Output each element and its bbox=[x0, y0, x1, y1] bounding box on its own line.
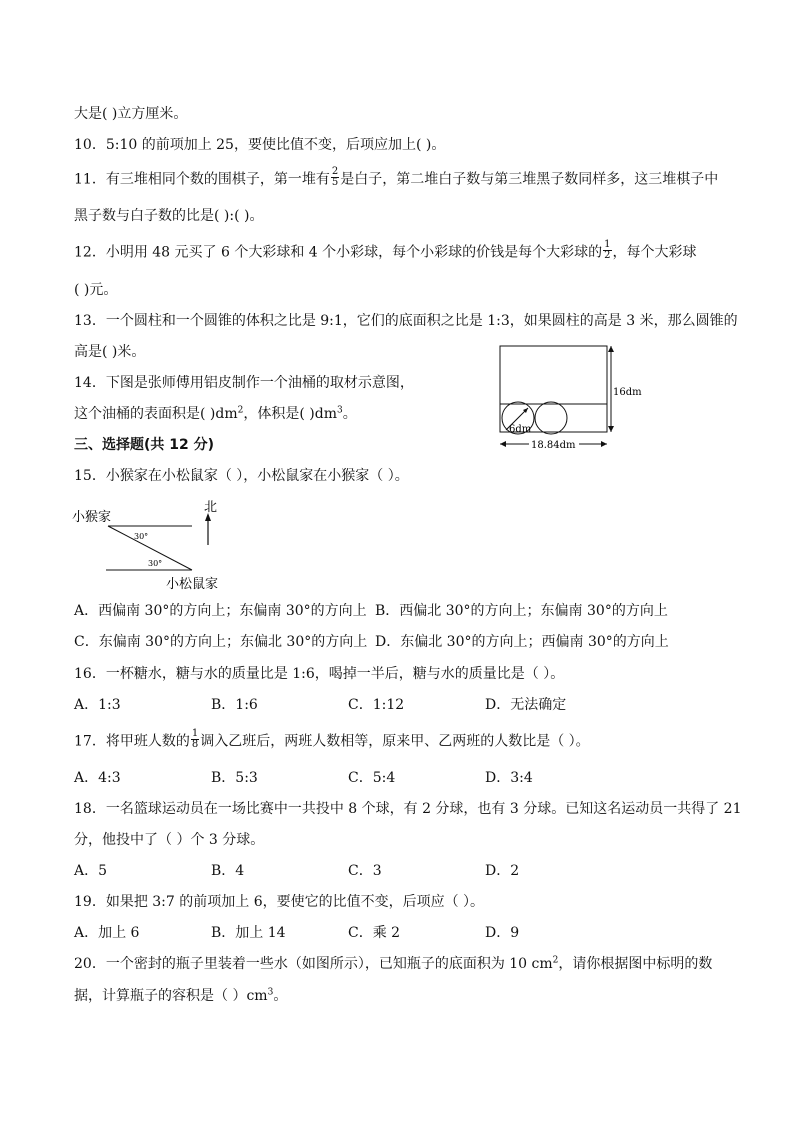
q15-option-d[interactable]: D．东偏北 30°的方向上；西偏南 30°的方向上 bbox=[375, 634, 669, 650]
question-10: 10．5:10 的前项加上 25，要使比值不变，后项应加上( )。 bbox=[74, 137, 446, 153]
question-12-line1: 12．小明用 48 元买了 6 个大彩球和 4 个小彩球，每个小彩球的价钱是每个大彩球的 $\frac{1}{2}$ ，每个大彩球 bbox=[74, 239, 697, 261]
question-19: 19．如果把 3:7 的前项加上 6，要使它的比值不变，后项应（ ）。 bbox=[74, 894, 485, 910]
q17-option-b[interactable]: B．5:3 bbox=[211, 770, 258, 786]
angle-label-top: 30° bbox=[134, 532, 149, 541]
fraction-2-5: $\frac{2}{5}$ bbox=[331, 166, 339, 188]
q16-option-c[interactable]: C．1:12 bbox=[348, 697, 405, 713]
q16-option-d[interactable]: D．无法确定 bbox=[485, 697, 567, 713]
question-14-line2: 这个油桶的表面积是( )$dm^2$，体积是( )$dm^3$。 bbox=[74, 405, 357, 422]
direction-figure bbox=[70, 497, 230, 595]
q19-option-c[interactable]: C．乘 2 bbox=[348, 925, 401, 941]
angle-label-bottom: 30° bbox=[148, 559, 163, 568]
question-15: 15．小猴家在小松鼠家（ ），小松鼠家在小猴家（ ）。 bbox=[74, 468, 409, 484]
q15-option-a[interactable]: A．西偏南 30°的方向上；东偏南 30°的方向上 bbox=[74, 603, 367, 619]
question-12-line2: ( )元。 bbox=[74, 282, 118, 298]
question-16: 16．一杯糖水，糖与水的质量比是 1:6，喝掉一半后，糖与水的质量比是（ ）。 bbox=[74, 666, 565, 682]
q18-option-d[interactable]: D．2 bbox=[485, 863, 520, 879]
oil-barrel-figure bbox=[495, 340, 645, 452]
q19-option-b[interactable]: B．加上 14 bbox=[211, 925, 286, 941]
q16-option-b[interactable]: B．1:6 bbox=[211, 697, 258, 713]
squirrel-home-label: 小松鼠家 bbox=[166, 577, 219, 592]
q18-option-c[interactable]: C．3 bbox=[348, 863, 382, 879]
q15-option-c[interactable]: C．东偏南 30°的方向上；东偏北 30°的方向上 bbox=[74, 634, 368, 650]
fraction-1-2: $\frac{1}{2}$ bbox=[604, 239, 611, 261]
question-20-line1: 20．一个密封的瓶子里装着一些水（如图所示），已知瓶子的底面积为 10 $cm^2$，请你根据图中标明的数 bbox=[74, 955, 713, 972]
q16-option-a[interactable]: A．1:3 bbox=[74, 697, 121, 713]
north-label: 北 bbox=[204, 500, 218, 515]
width-arrow-left bbox=[500, 441, 506, 447]
fraction-1-8: $\frac{1}{8}$ bbox=[191, 728, 199, 750]
question-13-line2: 高是( )米。 bbox=[74, 344, 146, 360]
question-14-line1: 14．下图是张师傅用铝皮制作一个油桶的取材示意图， bbox=[74, 375, 414, 391]
circle-right bbox=[535, 402, 567, 434]
height-label: 16dm bbox=[613, 387, 642, 398]
width-label: 18.84dm bbox=[531, 440, 576, 451]
q17-option-a[interactable]: A．4:3 bbox=[74, 770, 121, 786]
question-13-line1: 13．一个圆柱和一个圆锥的体积之比是 9:1，它们的底面积之比是 1:3，如果圆柱的高是 3 米，那么圆锥的 bbox=[74, 313, 738, 329]
width-arrow-right bbox=[601, 441, 607, 447]
q18-option-a[interactable]: A．5 bbox=[74, 863, 108, 879]
question-18-line1: 18．一名篮球运动员在一场比赛中一共投中 8 个球，有 2 分球，也有 3 分球。已知这名运动员一共得了 21 bbox=[74, 801, 742, 817]
question-11-line2: 黑子数与白子数的比是( ):( )。 bbox=[74, 208, 264, 224]
q19-option-a[interactable]: A．加上 6 bbox=[74, 925, 140, 941]
q18-option-b[interactable]: B．4 bbox=[211, 863, 245, 879]
question-18-line2: 分，他投中了（ ）个 3 分球。 bbox=[74, 832, 265, 848]
diameter-label: 6dm bbox=[509, 424, 532, 435]
monkey-home-label: 小猴家 bbox=[72, 510, 112, 525]
sheet-outline bbox=[500, 346, 607, 432]
q9-continuation: 大是( )立方厘米。 bbox=[74, 106, 188, 122]
section-3-heading: 三、选择题(共 12 分) bbox=[74, 437, 215, 453]
q19-option-d[interactable]: D．9 bbox=[485, 925, 520, 941]
question-17: 17．将甲班人数的 $\frac{1}{8}$ 调入乙班后，两班人数相等，原来甲、乙两班的人数比是（ ）。 bbox=[74, 728, 590, 750]
question-20-line2: 据，计算瓶子的容积是（ ）$cm^3$。 bbox=[74, 987, 288, 1004]
height-arrow-top bbox=[608, 346, 614, 352]
q17-option-d[interactable]: D．3:4 bbox=[485, 770, 533, 786]
q17-option-c[interactable]: C．5:4 bbox=[348, 770, 396, 786]
q15-option-b[interactable]: B．西偏北 30°的方向上；东偏南 30°的方向上 bbox=[375, 603, 668, 619]
height-arrow-bottom bbox=[608, 426, 614, 432]
question-11-line1: 11．有三堆相同个数的围棋子，第一堆有 $\frac{2}{5}$ 是白子，第二堆白子数与第三堆黑子数同样多，这三堆棋子中 bbox=[74, 166, 719, 188]
